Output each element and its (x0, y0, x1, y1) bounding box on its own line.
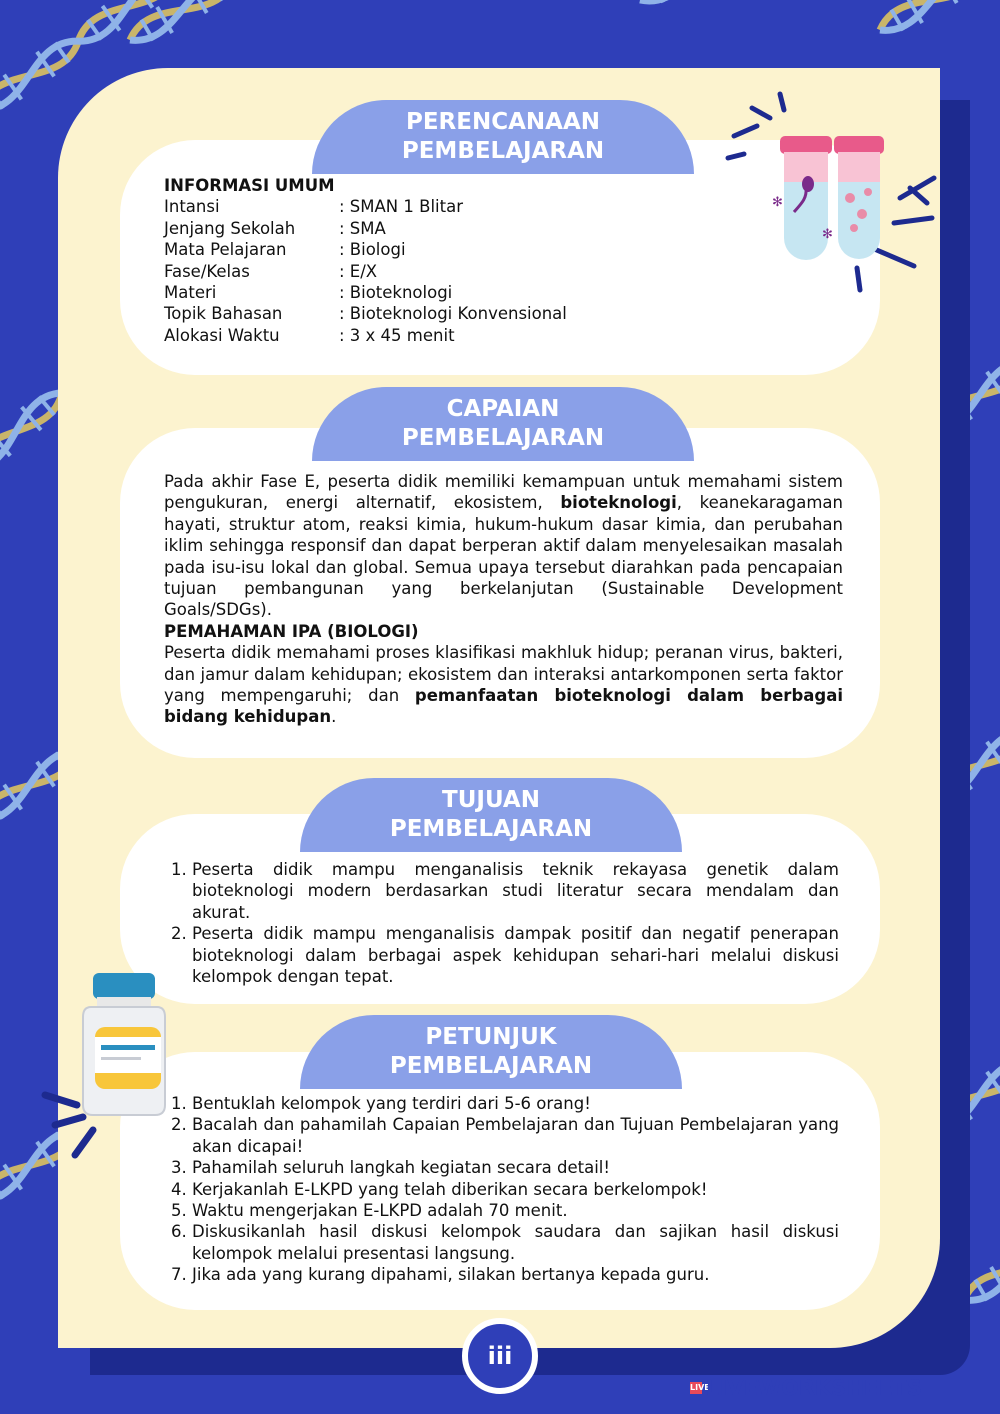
tujuan-item: 1. Peserta didik mampu menganalisis teknik rekayasa genetik dalam bioteknologi modern berdasarkan studi literatur secara mendalam dan akurat. (192, 859, 839, 923)
info-row (164, 261, 724, 282)
capaian-p1-bold: bioteknologi (560, 493, 677, 513)
petunjuk-item: 4. Kerjakanlah E-LKPD yang telah diberikan secara berkelompok! (192, 1179, 839, 1200)
info-row (164, 218, 724, 239)
info-label: Intansi (164, 197, 220, 217)
info-label: Materi (164, 283, 217, 303)
svg-text:✻: ✻ (772, 195, 783, 210)
capaian-content (164, 471, 843, 728)
info-row (164, 325, 724, 346)
medicine-bottle-illustration (35, 965, 185, 1165)
petunjuk-title-line1: PETUNJUK (425, 1024, 557, 1050)
petunjuk-item: 1. Bentuklah kelompok yang terdiri dari 5-6 orang! (192, 1093, 839, 1114)
informasi-umum-rows (164, 196, 724, 346)
capaian-p2-bold: pemanfaatan bioteknologi dalam berbagai bidang kehidupan (164, 686, 843, 727)
petunjuk-title-line2: PEMBELAJARAN (389, 1053, 593, 1079)
capaian-title-line1: CAPAIAN (446, 396, 560, 422)
info-label: Alokasi Waktu (164, 325, 280, 345)
perencanaan-title-tab (312, 100, 694, 174)
info-row (164, 239, 724, 260)
petunjuk-item: 2. Bacalah dan pahamilah Capaian Pembelajaran dan Tujuan Pembelajaran yang akan dicapai! (192, 1114, 839, 1157)
perencanaan-title-line2: PEMBELAJARAN (401, 138, 605, 164)
info-value: : SMA (339, 218, 386, 238)
informasi-umum-heading: INFORMASI UMUM (164, 176, 335, 195)
info-value: : 3 x 45 menit (339, 325, 455, 345)
info-value: : Bioteknologi (339, 283, 453, 303)
info-value: : E/X (339, 261, 378, 281)
perencanaan-title-line1: PERENCANAAN (405, 109, 601, 135)
capaian-paragraph-2 (164, 642, 843, 728)
petunjuk-item: 6. Diskusikanlah hasil diskusi kelompok saudara dan sajikan hasil diskusi kelompok melalui presentasi langsung. (192, 1221, 839, 1264)
petunjuk-item: 3. Pahamilah seluruh langkah kegiatan secara detail! (192, 1157, 839, 1178)
liveworksheets-logo-icon: LIVE (690, 1383, 710, 1392)
info-label: Topik Bahasan (164, 304, 283, 324)
svg-text:✻: ✻ (822, 227, 833, 242)
capaian-subheading: PEMAHAMAN IPA (BIOLOGI) (164, 621, 419, 641)
watermark-text: LIVEWORKSHEETS (706, 1376, 923, 1400)
info-value: : Biologi (339, 240, 406, 260)
page-number: iii (487, 1342, 513, 1370)
test-tubes-illustration (722, 88, 942, 298)
capaian-p1-text-a: Pada akhir Fase E, peserta didik memiliki kemampuan untuk memahami sistem pengukuran, energi alternatif, ekosistem, (164, 472, 843, 513)
liveworksheets-watermark[interactable] (690, 1376, 922, 1400)
page-number-badge (462, 1318, 538, 1394)
info-value: : SMAN 1 Blitar (339, 197, 463, 217)
tujuan-title-tab (300, 778, 682, 852)
informasi-umum (164, 175, 724, 346)
tujuan-title-line2: PEMBELAJARAN (389, 816, 593, 842)
tujuan-list (164, 859, 839, 987)
capaian-p2-text-a: Peserta didik memahami proses klasifikasi makhluk hidup; peranan virus, bakteri, dan jamur dalam kehidupan; ekosistem dan interaksi antarkomponen serta faktor yang mempengaruhi; dan (164, 643, 843, 706)
info-label: Mata Pelajaran (164, 240, 287, 260)
info-label: Jenjang Sekolah (164, 218, 296, 238)
info-row (164, 303, 724, 324)
tujuan-content (164, 859, 839, 987)
petunjuk-item: 5. Waktu mengerjakan E-LKPD adalah 70 menit. (192, 1200, 839, 1221)
capaian-title-line2: PEMBELAJARAN (401, 425, 605, 451)
capaian-title-tab (312, 387, 694, 461)
info-label: Fase/Kelas (164, 261, 250, 281)
petunjuk-content (164, 1093, 839, 1286)
capaian-p1-text-b: , keanekaragaman hayati, struktur atom, reaksi kimia, hukum-hukum dasar kimia, dan perubahan iklim sehingga responsif dan dapat berperan aktif dalam menyelesaikan masalah pada isu-isu lokal dan global. Semua upaya tersebut diarahkan pada pencapaian tujuan pembangunan yang berkelanjutan (Sustainable Development Goals/SDGs). (164, 493, 843, 620)
tujuan-item: 2. Peserta didik mampu menganalisis dampak positif dan negatif penerapan bioteknologi dalam berbagai aspek kehidupan sehari-hari melalui diskusi kelompok dengan tepat. (192, 923, 839, 987)
capaian-p2-text-b: . (331, 707, 337, 727)
petunjuk-title-tab (300, 1015, 682, 1089)
info-value: : Bioteknologi Konvensional (339, 304, 567, 324)
info-row (164, 196, 724, 217)
petunjuk-list (164, 1093, 839, 1286)
tujuan-title-line1: TUJUAN (442, 787, 540, 813)
info-row (164, 282, 724, 303)
petunjuk-item: 7. Jika ada yang kurang dipahami, silakan bertanya kepada guru. (192, 1264, 839, 1285)
capaian-paragraph-1 (164, 471, 843, 621)
